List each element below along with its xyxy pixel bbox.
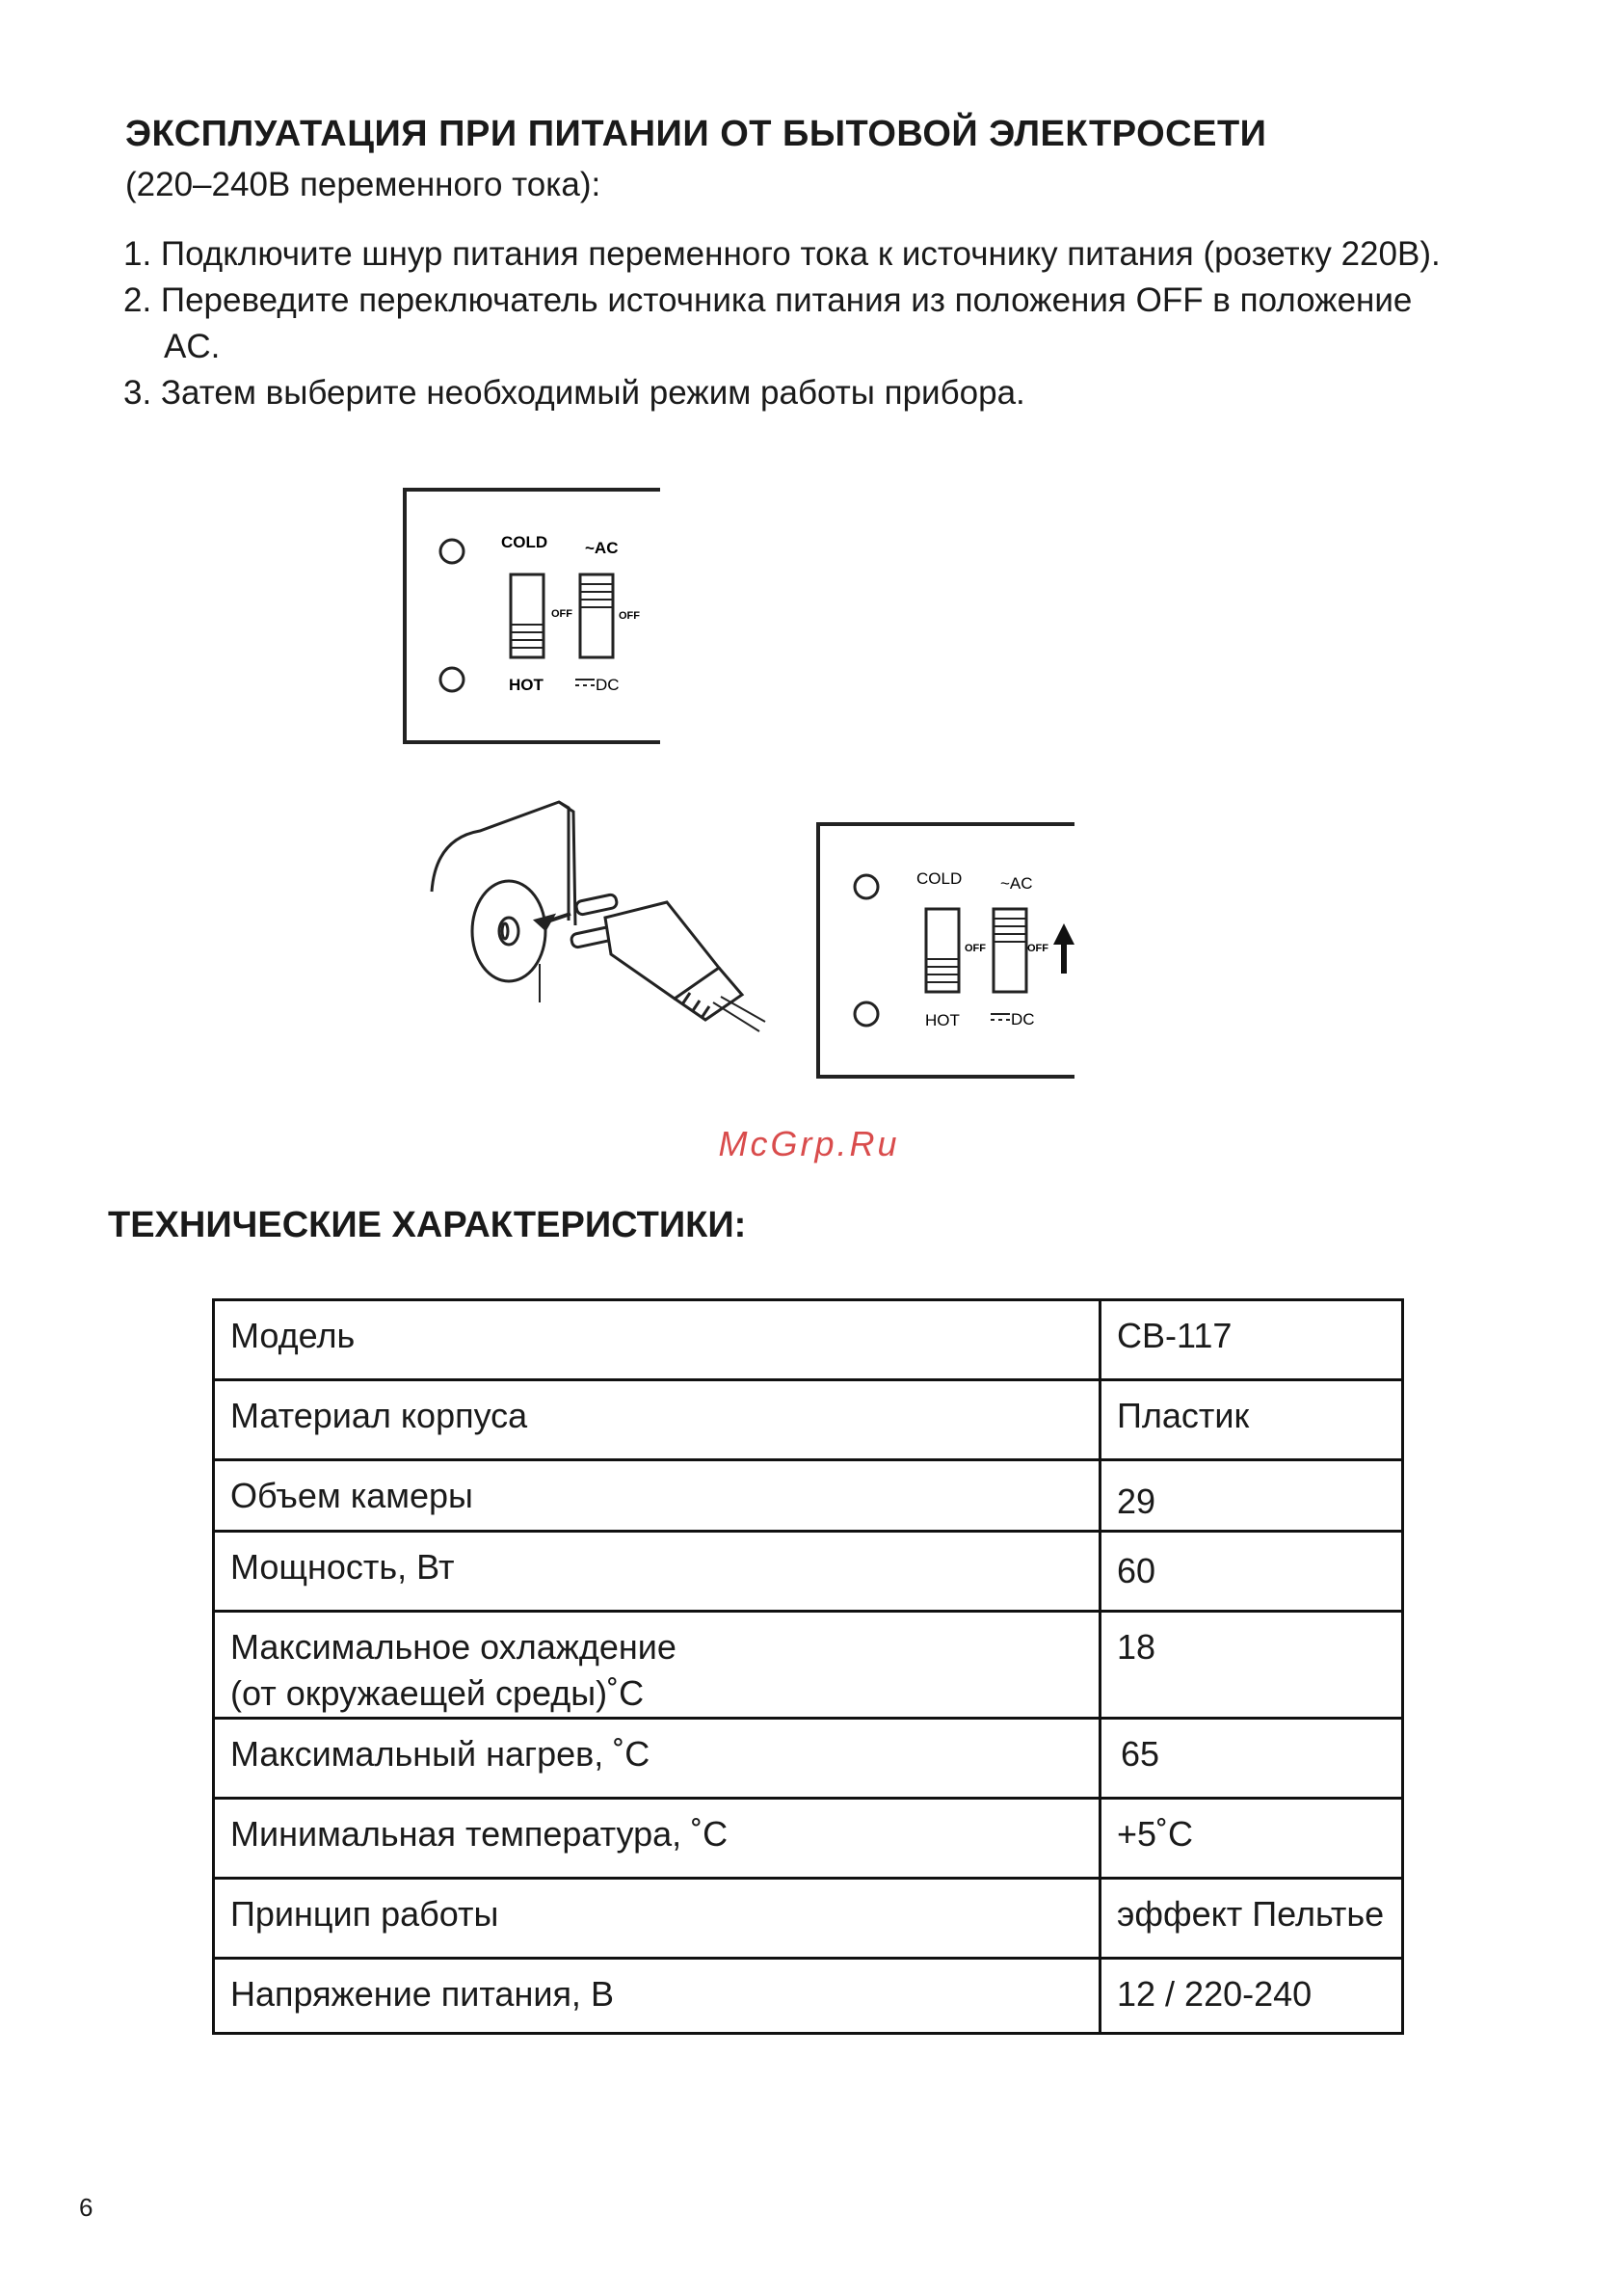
spec-value: 29 <box>1101 1460 1403 1532</box>
label-hot-2: HOT <box>925 1011 960 1029</box>
label-dc: DC <box>596 676 620 694</box>
power-source-switch-icon <box>580 574 613 657</box>
label-off-4: OFF <box>1027 943 1048 954</box>
spec-label-line-2: (от окружаещей среды)˚С <box>230 1673 645 1713</box>
table-row <box>214 1879 1403 1959</box>
cold-hot-switch-icon <box>926 909 959 992</box>
spec-label: Напряжение питания, В <box>214 1959 1101 2034</box>
table-row <box>214 1799 1403 1879</box>
power-source-switch-icon <box>994 909 1026 992</box>
spec-value: CB-117 <box>1101 1300 1403 1380</box>
table-row <box>214 1612 1403 1719</box>
spec-label: Объем камеры <box>214 1460 1101 1532</box>
spec-value: +5˚С <box>1101 1799 1403 1879</box>
label-off-3: OFF <box>965 943 986 954</box>
label-cold-2: COLD <box>916 869 963 888</box>
specs-title: ТЕХНИЧЕСКИЕ ХАРАКТЕРИСТИКИ: <box>108 1205 747 1245</box>
page-number: 6 <box>79 2193 93 2222</box>
spec-label: Материал корпуса <box>214 1380 1101 1460</box>
step-2-continued: AC. <box>164 328 221 365</box>
spec-value: 65 <box>1101 1719 1403 1799</box>
spec-value: 18 <box>1101 1612 1403 1719</box>
watermark: McGrp.Ru <box>718 1124 900 1163</box>
table-row <box>214 1380 1403 1460</box>
spec-value: эффект Пельтье <box>1101 1879 1403 1959</box>
step-2: 2. Переведите переключатель источника питания из положения OFF в положение <box>123 281 1413 319</box>
spec-label: Максимальный нагрев, ˚С <box>214 1719 1101 1799</box>
label-off-1: OFF <box>551 608 572 620</box>
label-ac-2: ~AC <box>1000 874 1033 893</box>
plug-socket-icon <box>432 802 765 1031</box>
label-hot: HOT <box>509 676 544 694</box>
control-panel-top <box>405 490 660 742</box>
arrow-up-icon <box>1053 923 1074 974</box>
indicator-light-icon <box>855 1002 878 1026</box>
spec-label: Модель <box>214 1300 1101 1380</box>
spec-value: 12 / 220-240 <box>1101 1959 1403 2034</box>
indicator-light-icon <box>440 668 464 691</box>
table-row <box>214 1959 1403 2034</box>
spec-value: 60 <box>1101 1532 1403 1612</box>
spec-label: Принцип работы <box>214 1879 1101 1959</box>
indicator-light-icon <box>440 540 464 563</box>
control-panel-bottom <box>818 824 1074 1077</box>
operation-subtitle: (220–240В переменного тока): <box>125 166 601 203</box>
spec-value: Пластик <box>1101 1380 1403 1460</box>
specs-table <box>212 1298 1404 2035</box>
table-row <box>214 1460 1403 1532</box>
table-row <box>214 1719 1403 1799</box>
step-1: 1. Подключите шнур питания переменного тока к источнику питания (розетку 220В). <box>123 235 1441 273</box>
dc-symbol-icon <box>575 680 595 685</box>
label-ac: ~AC <box>585 539 619 557</box>
operation-title: ЭКСПЛУАТАЦИЯ ПРИ ПИТАНИИ ОТ БЫТОВОЙ ЭЛЕКТРОСЕТИ <box>125 114 1267 154</box>
table-row <box>214 1300 1403 1380</box>
spec-label: Минимальная температура, ˚С <box>214 1799 1101 1879</box>
cold-hot-switch-icon <box>511 574 544 657</box>
label-off-2: OFF <box>619 610 640 622</box>
spec-label <box>214 1612 1101 1719</box>
spec-label-line-1: Максимальное охлаждение <box>230 1627 676 1667</box>
step-3: 3. Затем выберите необходимый режим работы прибора. <box>123 374 1025 412</box>
indicator-light-icon <box>855 875 878 898</box>
label-cold: COLD <box>501 533 548 551</box>
switch-illustration <box>0 0 1618 1118</box>
label-dc-2: DC <box>1011 1010 1035 1028</box>
dc-symbol-icon <box>991 1014 1010 1020</box>
spec-label: Мощность, Вт <box>214 1532 1101 1612</box>
table-row <box>214 1532 1403 1612</box>
